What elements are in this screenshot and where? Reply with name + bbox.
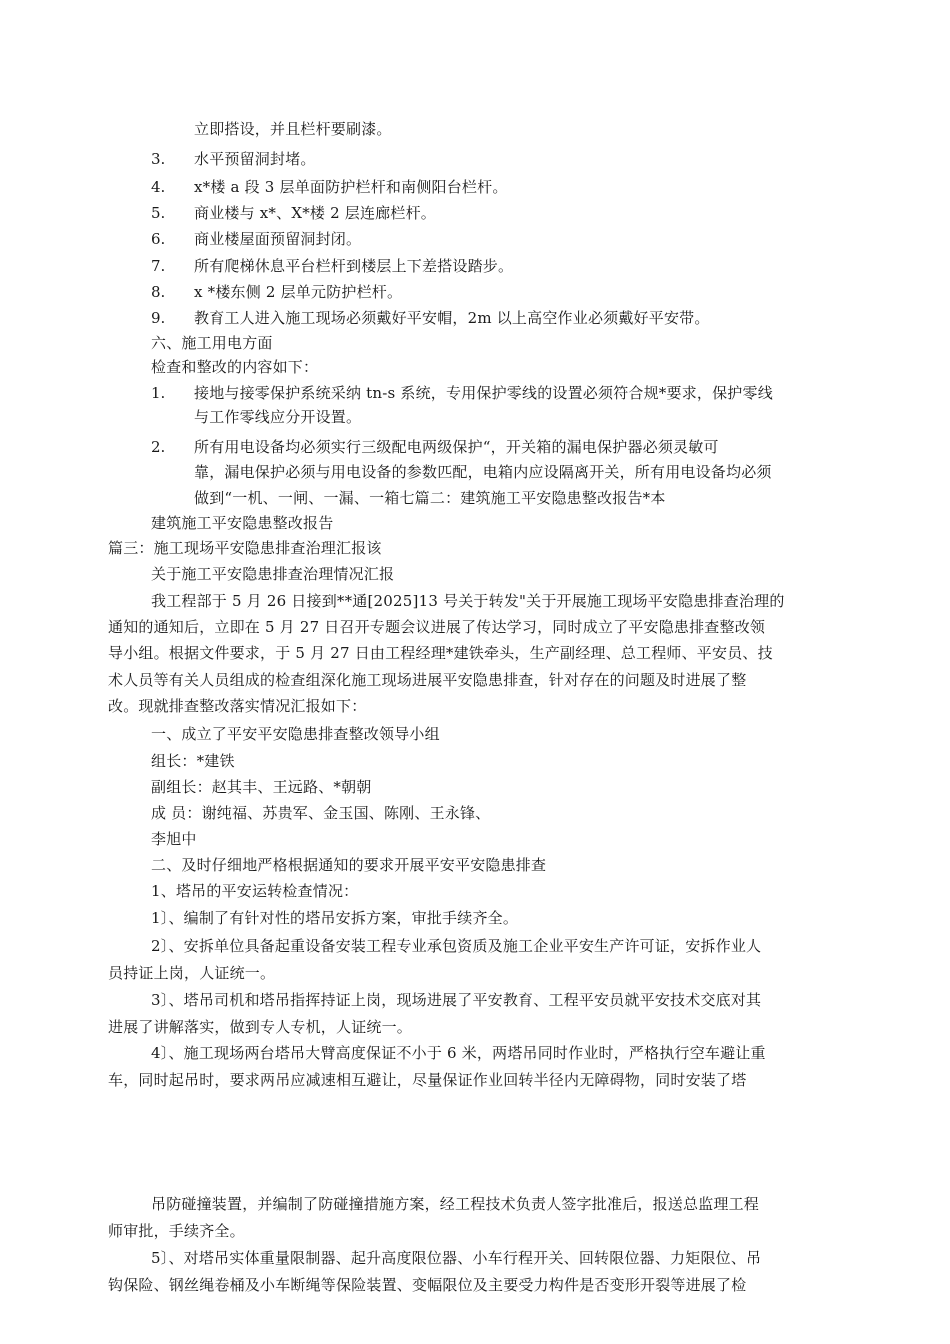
list-number: 2.	[151, 438, 166, 456]
paragraph-line: 5〕、对塔吊实体重量限制器、起升高度限位器、小车行程开关、回转限位器、力矩限位、吊	[151, 1249, 762, 1267]
part-heading: 篇三：施工现场平安隐患排查治理汇报该	[108, 539, 382, 557]
list-item: x*楼 a 段 3 层单面防护栏杆和南侧阳台栏杆。	[194, 178, 508, 196]
paragraph-line: 吊防碰撞装置，并编制了防碰撞措施方案，经工程技术负责人签字批准后，报送总监理工程	[151, 1195, 760, 1213]
paragraph-line: 改。现就排查整改落实情况汇报如下：	[108, 697, 367, 715]
list-number: 4.	[151, 178, 166, 196]
paragraph-line: 车，同时起吊时，要求两吊应减速相互避让，尽量保证作业回转半径内无障碍物，同时安装了塔	[108, 1071, 747, 1089]
part-title: 关于施工平安隐患排查治理情况汇报	[151, 565, 395, 583]
list-item: 商业楼与 x*、X*楼 2 层连廊栏杆。	[194, 204, 436, 222]
list-continuation: 立即搭设，并且栏杆要刷漆。	[194, 120, 392, 138]
members-line: 成 员：谢纯福、苏贵军、金玉国、陈刚、王永锋、	[151, 804, 491, 822]
paragraph-line: 术人员等有关人员组成的检查组深化施工现场进展平安隐患排查，针对存在的问题及时进展了整	[108, 671, 747, 689]
list-item: 所有爬梯休息平台栏杆到楼层上下差搭设踏步。	[194, 257, 514, 275]
list-number: 7.	[151, 257, 166, 275]
section-heading: 六、施工用电方面	[151, 334, 273, 352]
section-heading: 一、成立了平安平安隐患排查整改领导小组	[151, 725, 440, 743]
paragraph-line: 进展了讲解落实，做到专人专机，人证统一。	[108, 1018, 413, 1036]
paragraph-line: 钩保险、钢丝绳卷桶及小车断绳等保险装置、变幅限位及主要受力构件是否变形开裂等进展了检	[108, 1276, 747, 1294]
paragraph-line: 师审批，手续齐全。	[108, 1222, 245, 1240]
list-number: 9.	[151, 309, 166, 327]
list-item-line: 与工作零线应分开设置。	[194, 408, 362, 426]
paragraph-line: 导小组。根据文件要求，于 5 月 27 日由工程经理*建铁牵头，生产副经理、总工程师、平安员、技	[108, 644, 773, 662]
list-item-line: 做到“一机、一闸、一漏、一箱七篇二：建筑施工平安隐患整改报告*本	[194, 489, 666, 507]
list-item-line: 接地与接零保护系统采纳 tn-s 系统，专用保护零线的设置必须符合规*要求，保护零线	[194, 384, 773, 402]
list-item: 教育工人进入施工现场必须戴好平安帽，2m 以上高空作业必须戴好平安带。	[194, 309, 710, 327]
paragraph-line: 3〕、塔吊司机和塔吊指挥持证上岗，现场进展了平安教育、工程平安员就平安技术交底对其	[151, 991, 762, 1009]
paragraph-line: 1〕、编制了有针对性的塔吊安拆方案，审批手续齐全。	[151, 909, 519, 927]
list-number: 3.	[151, 150, 166, 168]
paragraph-line: 通知的通知后，立即在 5 月 27 日召开专题会议进展了传达学习，同时成立了平安隐患排查整改领	[108, 618, 766, 636]
list-item: 水平预留洞封堵。	[194, 150, 316, 168]
list-item: 商业楼屋面预留洞封闭。	[194, 230, 362, 248]
paragraph-line: 2〕、安拆单位具备起重设备安装工程专业承包资质及施工企业平安生产许可证，安拆作业人	[151, 937, 762, 955]
list-item: x *楼东侧 2 层单元防护栏杆。	[194, 283, 403, 301]
list-item-line: 所有用电设备均必须实行三级配电两级保护“，开关箱的漏电保护器必须灵敏可	[194, 438, 719, 456]
report-title: 建筑施工平安隐患整改报告	[151, 514, 334, 532]
subsection-heading: 1、塔吊的平安运转检查情况：	[151, 882, 359, 900]
paragraph-line: 员持证上岗，人证统一。	[108, 964, 276, 982]
group-leader: 组长：*建铁	[151, 752, 235, 770]
list-item-line: 靠，漏电保护必须与用电设备的参数匹配，电箱内应设隔离开关，所有用电设备均必须	[194, 463, 772, 481]
list-number: 6.	[151, 230, 166, 248]
list-number: 8.	[151, 283, 166, 301]
members-line: 李旭中	[151, 830, 197, 848]
paragraph-line: 4〕、施工现场两台塔吊大臂高度保证不小于 6 米，两塔吊同时作业时，严格执行空车避让重	[151, 1044, 766, 1062]
section-heading: 二、及时仔细地严格根据通知的要求开展平安平安隐患排查	[151, 856, 547, 874]
list-number: 1.	[151, 384, 166, 402]
section-intro: 检查和整改的内容如下：	[151, 358, 319, 376]
paragraph-line: 我工程部于 5 月 26 日接到**通[2025]13 号关于转发"关于开展施工现场平安隐患排查治理的	[151, 592, 785, 610]
deputy-leaders: 副组长：赵其丰、王远路、*朝朝	[151, 778, 372, 796]
list-number: 5.	[151, 204, 166, 222]
